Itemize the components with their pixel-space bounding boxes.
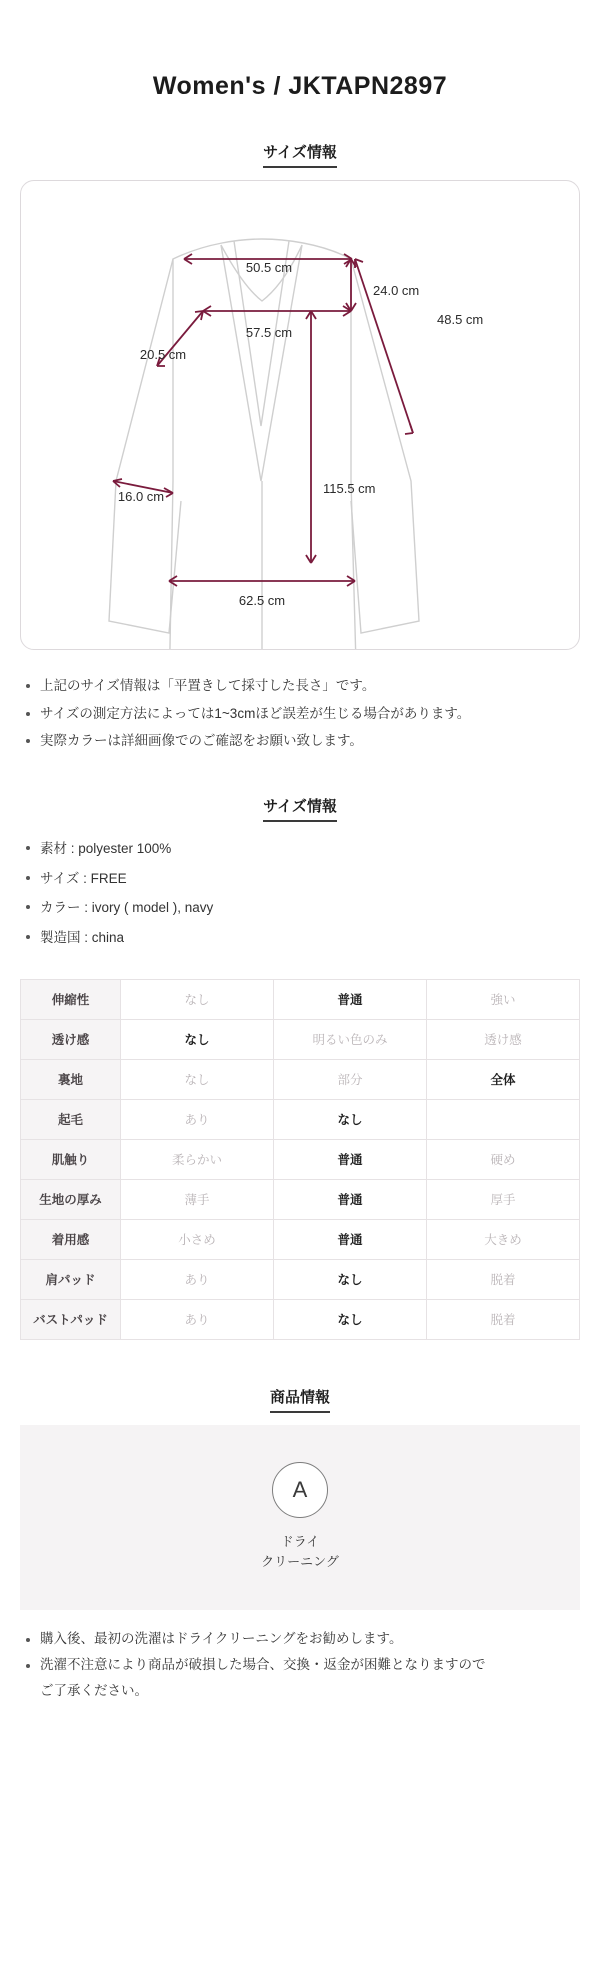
attr-option-selected: 普通 bbox=[274, 1139, 427, 1179]
size-diagram bbox=[20, 180, 580, 650]
attr-option-selected: 普通 bbox=[274, 979, 427, 1019]
care-notes-list bbox=[20, 1626, 580, 1679]
label-sleeve-cap: 24.0 cm bbox=[373, 283, 420, 298]
attr-option: 厚手 bbox=[427, 1179, 580, 1219]
label-armhole: 20.5 cm bbox=[139, 347, 187, 362]
attr-label: 裏地 bbox=[21, 1059, 121, 1099]
care-note: 購入後、最初の洗濯はドライクリーニングをお勧めします。 bbox=[20, 1626, 580, 1652]
care-label bbox=[261, 1532, 339, 1572]
attr-option: 小さめ bbox=[121, 1219, 274, 1259]
attr-label: 起毛 bbox=[21, 1099, 121, 1139]
care-note: 洗濯不注意により商品が破損した場合、交換・返金が困難となりますので bbox=[20, 1652, 580, 1678]
spec-list bbox=[20, 834, 580, 953]
attr-option: 脱着 bbox=[427, 1299, 580, 1339]
care-label-line2: クリーニング bbox=[261, 1554, 339, 1570]
table-row bbox=[21, 1259, 580, 1299]
attr-option: 薄手 bbox=[121, 1179, 274, 1219]
spec-item: 製造国 : china bbox=[20, 923, 580, 953]
table-row bbox=[21, 1019, 580, 1059]
attr-label: 生地の厚み bbox=[21, 1179, 121, 1219]
attr-option-selected: なし bbox=[274, 1099, 427, 1139]
attr-label: 透け感 bbox=[21, 1019, 121, 1059]
care-note-continuation: ご了承ください。 bbox=[40, 1683, 148, 1699]
attr-option-selected: 普通 bbox=[274, 1219, 427, 1259]
table-row bbox=[21, 1059, 580, 1099]
attr-option: 部分 bbox=[274, 1059, 427, 1099]
care-instruction-box bbox=[20, 1425, 580, 1610]
dry-clean-symbol: A bbox=[292, 1477, 308, 1503]
attr-option: 透け感 bbox=[427, 1019, 580, 1059]
label-bust: 57.5 cm bbox=[245, 325, 293, 340]
table-row bbox=[21, 1099, 580, 1139]
size-note: サイズの測定方法によっては1~3cmほど誤差が生じる場合があります。 bbox=[20, 700, 580, 728]
attr-label: 着用感 bbox=[21, 1219, 121, 1259]
table-row bbox=[21, 979, 580, 1019]
attr-option-selected: なし bbox=[274, 1259, 427, 1299]
size-notes-list bbox=[20, 672, 580, 755]
product-info-heading-text: 商品情報 bbox=[270, 1389, 330, 1413]
attribute-table bbox=[20, 979, 580, 1340]
attr-option-selected: 普通 bbox=[274, 1179, 427, 1219]
size-note: 実際カラーは詳細画像でのご確認をお願い致します。 bbox=[20, 727, 580, 755]
product-info-heading bbox=[20, 1386, 580, 1407]
table-row bbox=[21, 1139, 580, 1179]
garment-outline bbox=[109, 239, 419, 650]
attr-option-empty bbox=[427, 1099, 580, 1139]
attr-option: なし bbox=[121, 979, 274, 1019]
spec-heading-text: サイズ情報 bbox=[263, 798, 337, 822]
attr-option-selected: なし bbox=[121, 1019, 274, 1059]
table-row bbox=[21, 1179, 580, 1219]
size-info-heading bbox=[20, 141, 580, 162]
care-label-line1: ドライ bbox=[280, 1534, 320, 1550]
size-info-heading-text: サイズ情報 bbox=[263, 144, 337, 168]
attr-option: 硬め bbox=[427, 1139, 580, 1179]
attr-option: あり bbox=[121, 1299, 274, 1339]
attr-label: バストパッド bbox=[21, 1299, 121, 1339]
attr-option-selected: 全体 bbox=[427, 1059, 580, 1099]
label-cuff: 16.0 cm bbox=[117, 489, 165, 504]
spec-item: 素材 : polyester 100% bbox=[20, 834, 580, 864]
size-note: 上記のサイズ情報は「平置きして採寸した長さ」です。 bbox=[20, 672, 580, 700]
measurement-lines bbox=[113, 254, 413, 586]
label-shoulder: 50.5 cm bbox=[245, 260, 293, 275]
spec-item: カラー : ivory ( model ), navy bbox=[20, 893, 580, 923]
attr-option-selected: なし bbox=[274, 1299, 427, 1339]
attr-option: 柔らかい bbox=[121, 1139, 274, 1179]
attr-option: あり bbox=[121, 1259, 274, 1299]
dry-clean-icon bbox=[272, 1462, 328, 1518]
attr-option: 強い bbox=[427, 979, 580, 1019]
label-hem: 62.5 cm bbox=[238, 593, 286, 608]
attr-option: 明るい色のみ bbox=[274, 1019, 427, 1059]
page-title: Women's / JKTAPN2897 bbox=[152, 72, 448, 100]
spec-item: サイズ : FREE bbox=[20, 864, 580, 894]
spec-heading bbox=[20, 795, 580, 816]
label-sleeve-length: 48.5 cm bbox=[437, 312, 484, 327]
attr-option: 脱着 bbox=[427, 1259, 580, 1299]
table-row bbox=[21, 1219, 580, 1259]
attr-label: 肩パッド bbox=[21, 1259, 121, 1299]
label-total-length: 115.5 cm bbox=[323, 481, 376, 496]
attr-option: 大きめ bbox=[427, 1219, 580, 1259]
garment-diagram-svg bbox=[21, 181, 580, 650]
attr-label: 伸縮性 bbox=[21, 979, 121, 1019]
attr-option: なし bbox=[121, 1059, 274, 1099]
attr-option: あり bbox=[121, 1099, 274, 1139]
table-row bbox=[21, 1299, 580, 1339]
attr-label: 肌触り bbox=[21, 1139, 121, 1179]
